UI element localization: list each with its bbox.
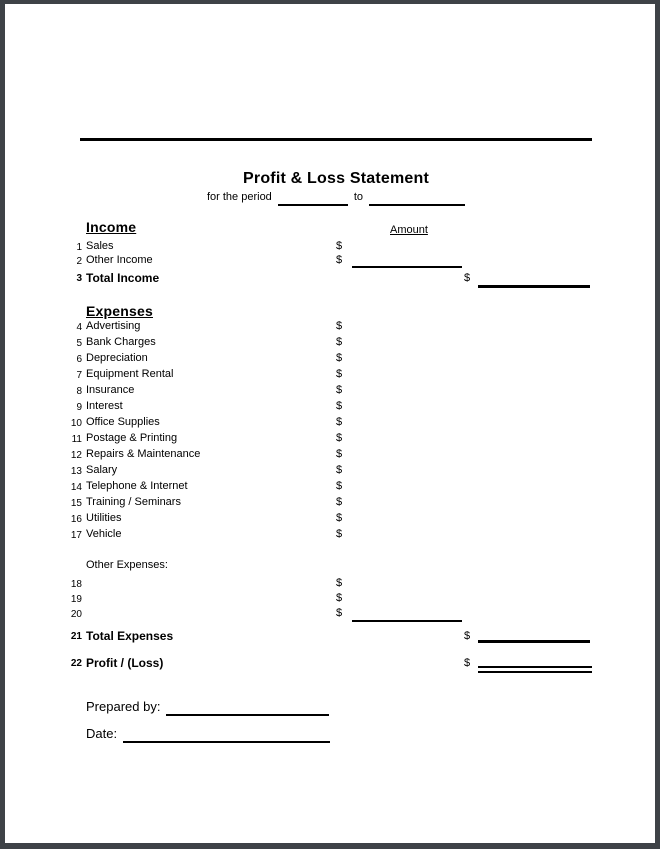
dollar-sign: $ bbox=[336, 432, 343, 444]
row-label: Postage & Printing bbox=[86, 432, 178, 444]
row-number: 15 bbox=[70, 498, 82, 509]
profit-loss-double-line bbox=[478, 666, 592, 673]
row-number: 6 bbox=[76, 354, 82, 365]
row-number: 19 bbox=[70, 594, 82, 605]
row-number: 13 bbox=[70, 466, 82, 477]
income-row bbox=[0, 254, 660, 269]
row-label: Total Income bbox=[86, 271, 160, 285]
dollar-sign: $ bbox=[464, 272, 471, 284]
expense-row bbox=[0, 496, 660, 511]
dollar-sign: $ bbox=[336, 240, 343, 252]
dollar-sign: $ bbox=[336, 416, 343, 428]
expense-row bbox=[0, 480, 660, 495]
expense-row bbox=[0, 400, 660, 415]
dollar-sign: $ bbox=[336, 480, 343, 492]
dollar-sign: $ bbox=[336, 254, 343, 266]
row-label: Interest bbox=[86, 400, 123, 412]
income-row bbox=[0, 240, 660, 255]
row-label: Total Expenses bbox=[86, 629, 174, 643]
expense-row bbox=[0, 432, 660, 447]
row-number: 20 bbox=[70, 609, 82, 620]
row-number: 14 bbox=[70, 482, 82, 493]
period-end-blank bbox=[369, 191, 465, 206]
dollar-sign: $ bbox=[464, 657, 471, 669]
expense-row bbox=[0, 464, 660, 479]
header-rule bbox=[80, 138, 592, 141]
total-expenses-line bbox=[478, 640, 590, 643]
row-label: Office Supplies bbox=[86, 416, 160, 428]
period-start-blank bbox=[278, 191, 348, 206]
row-label: Profit / (Loss) bbox=[86, 656, 164, 670]
row-label: Training / Seminars bbox=[86, 496, 181, 508]
amount-column-header: Amount bbox=[390, 224, 428, 236]
row-number: 4 bbox=[76, 322, 82, 333]
prepared-by-blank bbox=[166, 699, 329, 716]
dollar-sign: $ bbox=[336, 496, 343, 508]
row-number: 2 bbox=[76, 256, 82, 267]
expense-row bbox=[0, 352, 660, 367]
dollar-sign: $ bbox=[336, 368, 343, 380]
row-number: 11 bbox=[71, 434, 82, 445]
row-number: 3 bbox=[76, 273, 82, 284]
row-number: 8 bbox=[76, 386, 82, 397]
row-number: 17 bbox=[70, 530, 82, 541]
expense-row bbox=[0, 368, 660, 383]
prepared-by-label: Prepared by: bbox=[86, 699, 161, 714]
dollar-sign: $ bbox=[336, 607, 343, 619]
row-label: Repairs & Maintenance bbox=[86, 448, 201, 460]
dollar-sign: $ bbox=[336, 400, 343, 412]
row-label: Advertising bbox=[86, 320, 141, 332]
expense-row bbox=[0, 448, 660, 463]
row-number: 18 bbox=[70, 579, 82, 590]
dollar-sign: $ bbox=[336, 352, 343, 364]
row-label: Other Income bbox=[86, 254, 153, 266]
dollar-sign: $ bbox=[336, 384, 343, 396]
expense-row bbox=[0, 512, 660, 527]
page-title: Profit & Loss Statement bbox=[243, 170, 429, 187]
row-label: Sales bbox=[86, 240, 114, 252]
dollar-sign: $ bbox=[336, 512, 343, 524]
row-label: Utilities bbox=[86, 512, 122, 524]
dollar-sign: $ bbox=[336, 592, 343, 604]
row-label: Vehicle bbox=[86, 528, 122, 540]
row-label: Salary bbox=[86, 464, 118, 476]
date-label: Date: bbox=[86, 726, 118, 741]
dollar-sign: $ bbox=[336, 320, 343, 332]
other-expenses-label: Other Expenses: bbox=[86, 559, 168, 571]
prepared-by-line bbox=[86, 699, 329, 716]
date-blank bbox=[123, 726, 330, 743]
dollar-sign: $ bbox=[336, 464, 343, 476]
dollar-sign: $ bbox=[336, 528, 343, 540]
row-label: Bank Charges bbox=[86, 336, 156, 348]
expense-row bbox=[0, 528, 660, 543]
row-number: 21 bbox=[70, 631, 82, 642]
row-number: 22 bbox=[70, 658, 82, 669]
row-number: 5 bbox=[76, 338, 82, 349]
dollar-sign: $ bbox=[336, 336, 343, 348]
income-subtotal-line bbox=[352, 266, 462, 268]
expenses-heading: Expenses bbox=[86, 303, 153, 319]
row-number: 16 bbox=[70, 514, 82, 525]
expense-row bbox=[0, 320, 660, 335]
period-prefix-label: for the period bbox=[206, 191, 272, 203]
period-line bbox=[80, 191, 592, 206]
total-income-line bbox=[478, 285, 590, 288]
expense-row bbox=[0, 384, 660, 399]
other-expense-row bbox=[0, 592, 660, 607]
row-number: 7 bbox=[76, 370, 82, 381]
row-number: 9 bbox=[76, 402, 82, 413]
row-number: 12 bbox=[70, 450, 82, 461]
expense-row bbox=[0, 416, 660, 431]
row-number: 1 bbox=[76, 242, 82, 253]
income-heading: Income bbox=[86, 219, 137, 235]
row-number: 10 bbox=[70, 418, 82, 429]
row-label: Equipment Rental bbox=[86, 368, 174, 380]
expenses-subtotal-line bbox=[352, 620, 462, 622]
period-to-label: to bbox=[353, 191, 363, 203]
row-label: Telephone & Internet bbox=[86, 480, 188, 492]
expense-row bbox=[0, 336, 660, 351]
dollar-sign: $ bbox=[336, 448, 343, 460]
row-label: Depreciation bbox=[86, 352, 148, 364]
dollar-sign: $ bbox=[336, 577, 343, 589]
date-line bbox=[86, 726, 330, 743]
other-expense-row bbox=[0, 577, 660, 592]
dollar-sign: $ bbox=[464, 630, 471, 642]
row-label: Insurance bbox=[86, 384, 135, 396]
other-expense-row bbox=[0, 607, 660, 622]
